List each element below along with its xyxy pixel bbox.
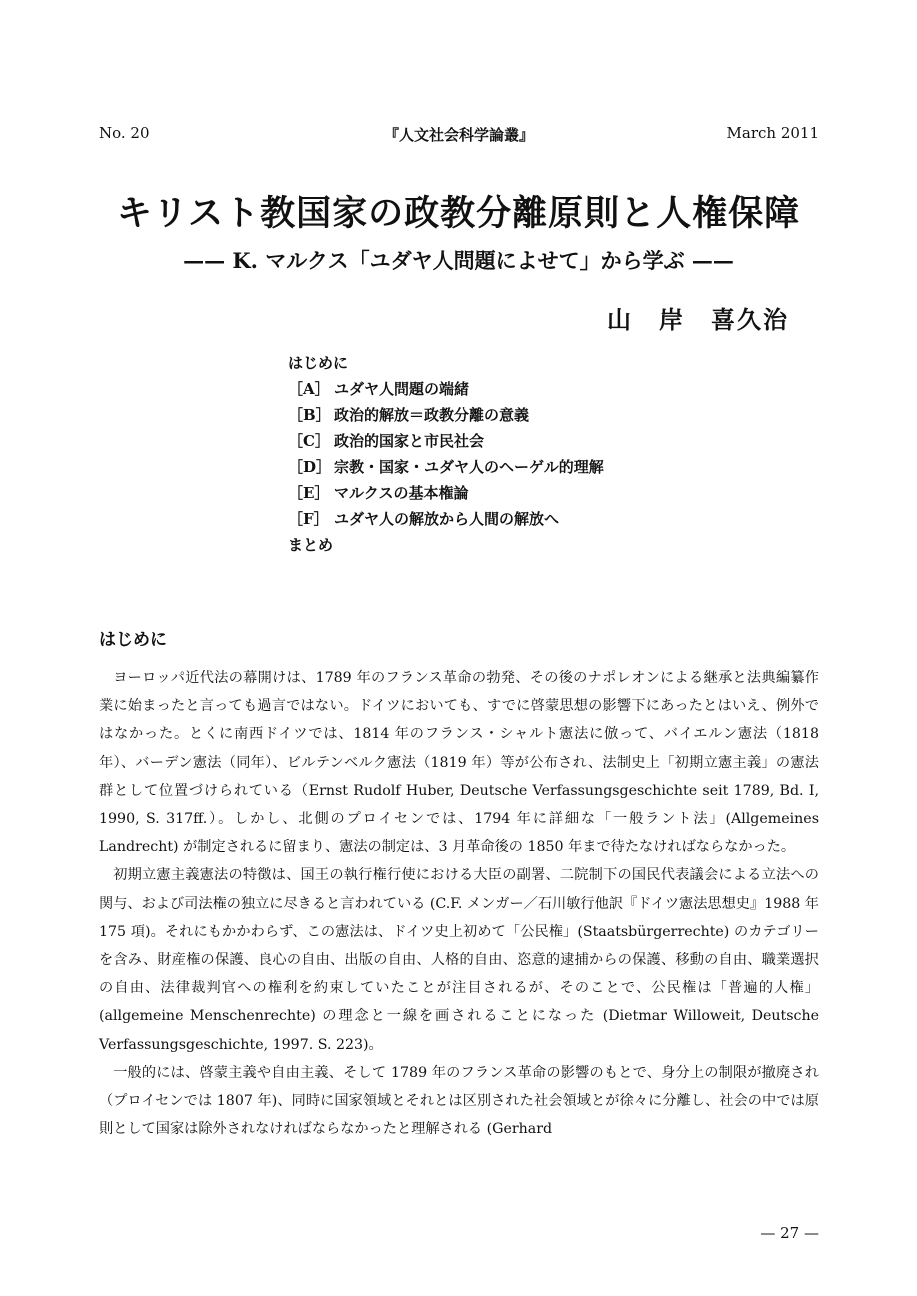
toc-item: [288, 402, 604, 428]
toc-item-text: 政治的解放＝政教分離の意義: [334, 406, 530, 424]
paragraph: 初期立憲主義憲法の特徴は、国王の執行権行使における大臣の副署、二院制下の国民代表議会による立法への関与、および司法権の独立に尽きると言われている (C.F. メンガー／石川敏行他訳『ドイツ憲法思想史』1988 年 175 項)。それにもかかわらず、この憲法は、ドイツ史上初めて「公民権」(Staatsbürgerrechte) のカテゴリーを含み、財産権の保護、良心の自由、出版の自由、人格的自由、恣意的逮捕からの保護、移動の自由、職業選択の自由、法律裁判官への権利を約束していたことが注目されるが、そのことで、公民権は「普遍的人権」(allgemeine Menschenrechte) の理念と一線を画されることになった (Dietmar Willoweit, Deutsche Verfassungsgeschichte, 1997. S. 223)。: [99, 867, 819, 1053]
issue-date: March 2011: [726, 124, 819, 142]
section-heading: はじめに: [99, 630, 167, 650]
toc-item: [288, 454, 604, 480]
toc-item-text: ユダヤ人の解放から人間の解放へ: [334, 510, 560, 528]
toc-item-mark: ［A］: [288, 380, 330, 398]
toc-item: [288, 428, 604, 454]
paragraph: ヨーロッパ近代法の幕開けは、1789 年のフランス革命の勃発、その後のナポレオンによる継承と法典編纂作業に始まったと言っても過言ではない。ドイツにおいても、すでに啓蒙思想の影響下にあったとはいえ、例外ではなかった。とくに南西ドイツでは、1814 年のフランス・シャルト憲法に倣って、バイエルン憲法（1818 年）、バーデン憲法（同年）、ビルテンベルク憲法（1819 年）等が公布され、法制史上「初期立憲主義」の憲法群として位置づけられている（Ernst Rudolf Huber, Deutsche Verfassungsgeschichte seit 1789, Bd. I, 1990, S. 317ff.）。しかし、北側のプロイセンでは、1794 年に詳細な「一般ラント法」(Allgemeines Landrecht) が制定されるに留まり、憲法の制定は、3 月革命後の 1850 年まで待たなければならなかった。: [99, 670, 819, 856]
toc-item-mark: ［D］: [288, 458, 332, 476]
toc-item: [288, 480, 604, 506]
toc-item-mark: ［F］: [288, 510, 329, 528]
toc-item: [288, 506, 604, 532]
toc-item: [288, 376, 604, 402]
article-subtitle: —— K. マルクス「ユダヤ人問題によせて」から学ぶ ——: [183, 248, 734, 273]
table-of-contents: [288, 350, 604, 558]
toc-item: [288, 532, 604, 558]
toc-item-text: はじめに: [288, 354, 349, 372]
toc-item-text: 宗教・国家・ユダヤ人のヘーゲル的理解: [334, 458, 604, 476]
toc-item-text: 政治的国家と市民社会: [334, 432, 485, 450]
author-name: 山 岸 喜久治: [607, 305, 789, 334]
article-title: キリスト教国家の政教分離原則と人権保障: [116, 193, 801, 234]
paragraph: 一般的には、啓蒙主義や自由主義、そして 1789 年のフランス革命の影響のもとで、身分上の制限が撤廃され（プロイセンでは 1807 年)、同時に国家領域とそれとは区別された社会領域とが徐々に分離し、社会の中では原則として国家は除外されなければならなかったと理解される (Gerhard: [99, 1064, 819, 1138]
running-header: [99, 124, 819, 150]
issue-number: No. 20: [99, 124, 150, 142]
toc-item-mark: ［B］: [288, 406, 331, 424]
toc-item: [288, 350, 604, 376]
toc-item-text: ユダヤ人問題の端緒: [334, 380, 470, 398]
page-number: — 27 —: [760, 1224, 819, 1242]
toc-item-mark: ［E］: [288, 484, 330, 502]
toc-item-text: マルクスの基本権論: [334, 484, 469, 502]
journal-name: 『人文社会科学論叢』: [383, 126, 534, 144]
body-text: [99, 664, 819, 1143]
toc-item-mark: ［C］: [288, 432, 330, 450]
toc-item-text: まとめ: [288, 536, 334, 554]
